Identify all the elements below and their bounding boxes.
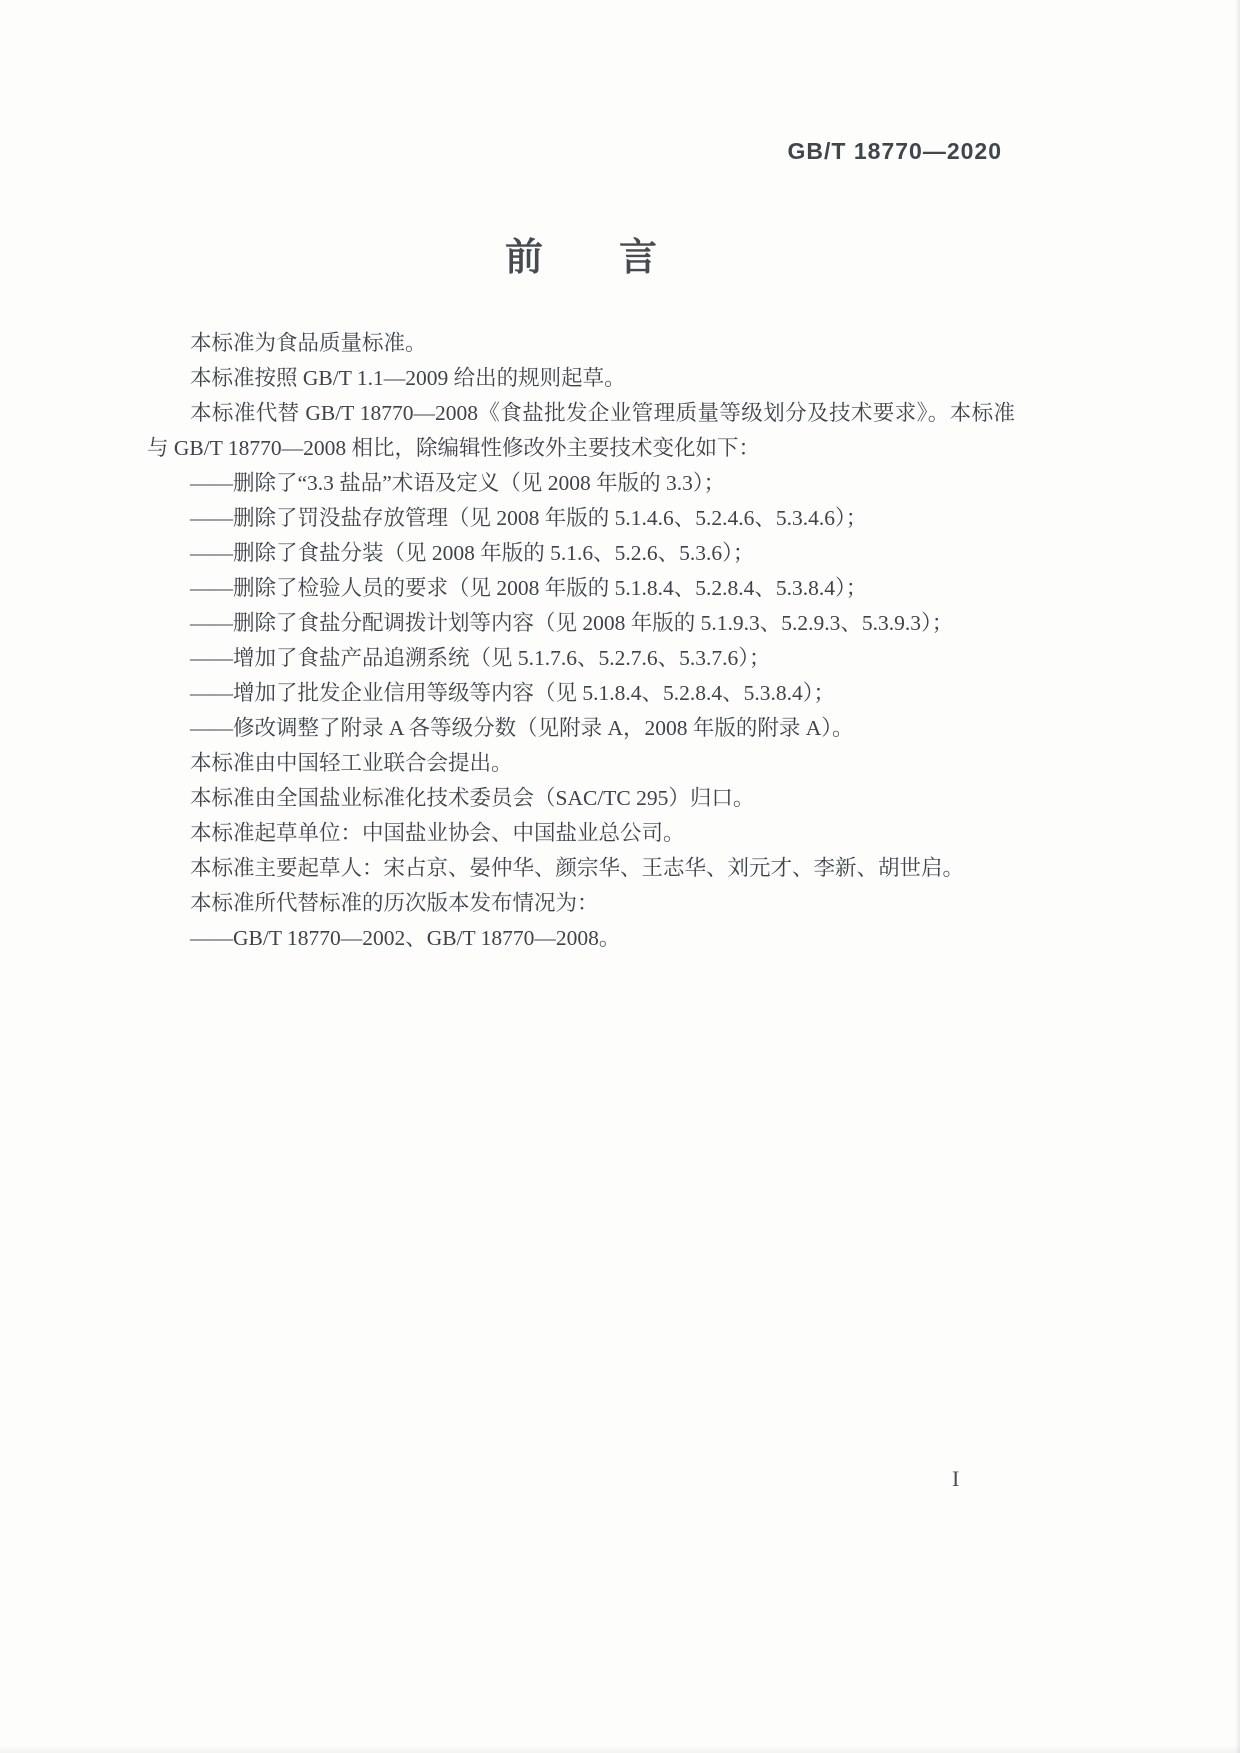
foreword-change-item: ——GB/T 18770—2002、GB/T 18770—2008。 <box>190 926 621 950</box>
foreword-change-item: ——增加了批发企业信用等级等内容（见 5.1.8.4、5.2.8.4、5.3.8.4）； <box>190 681 836 705</box>
foreword-paragraph: 本标准由中国轻工业联合会提出。 <box>190 751 513 775</box>
foreword-paragraph: 本标准起草单位：中国盐业协会、中国盐业总公司。 <box>190 821 685 845</box>
foreword-paragraph: 本标准按照 GB/T 1.1—2009 给出的规则起草。 <box>190 366 626 390</box>
foreword-paragraph: 本标准为食品质量标准。 <box>190 331 427 355</box>
page-number: I <box>952 1466 960 1491</box>
foreword-change-item: ——删除了食盐分装（见 2008 年版的 5.1.6、5.2.6、5.3.6）； <box>190 541 755 565</box>
foreword-paragraph: 本标准代替 GB/T 18770—2008《食盐批发企业管理质量等级划分及技术要求》。本标准与 GB/T 18770—2008 相比，除编辑性修改外主要技术变化如下： <box>147 401 1015 460</box>
foreword-change-item: ——删除了“3.3 盐品”术语及定义（见 2008 年版的 3.3）； <box>190 471 726 495</box>
foreword-change-item: ——删除了罚没盐存放管理（见 2008 年版的 5.1.4.6、5.2.4.6、5.3.4.6）； <box>190 506 868 530</box>
scan-bottom-shadow <box>0 1745 1240 1753</box>
foreword-body <box>147 326 1015 956</box>
foreword-paragraph: 本标准所代替标准的历次版本发布情况为： <box>190 891 599 915</box>
standard-code: GB/T 18770—2020 <box>787 138 1002 164</box>
foreword-change-item: ——修改调整了附录 A 各等级分数（见附录 A，2008 年版的附录 A）。 <box>190 716 854 740</box>
foreword-change-item: ——删除了食盐分配调拨计划等内容（见 2008 年版的 5.1.9.3、5.2.9.3、5.3.9.3）； <box>190 611 954 635</box>
page-title: 前 言 <box>504 237 657 279</box>
scan-edge-shadow <box>1235 0 1240 1753</box>
foreword-paragraph: 本标准由全国盐业标准化技术委员会（SAC/TC 295）归口。 <box>190 786 755 810</box>
foreword-paragraph: 本标准主要起草人：宋占京、晏仲华、颜宗华、王志华、刘元才、李新、胡世启。 <box>190 856 965 880</box>
foreword-change-item: ——增加了食盐产品追溯系统（见 5.1.7.6、5.2.7.6、5.3.7.6）； <box>190 646 771 670</box>
foreword-change-item: ——删除了检验人员的要求（见 2008 年版的 5.1.8.4、5.2.8.4、5.3.8.4）； <box>190 576 868 600</box>
